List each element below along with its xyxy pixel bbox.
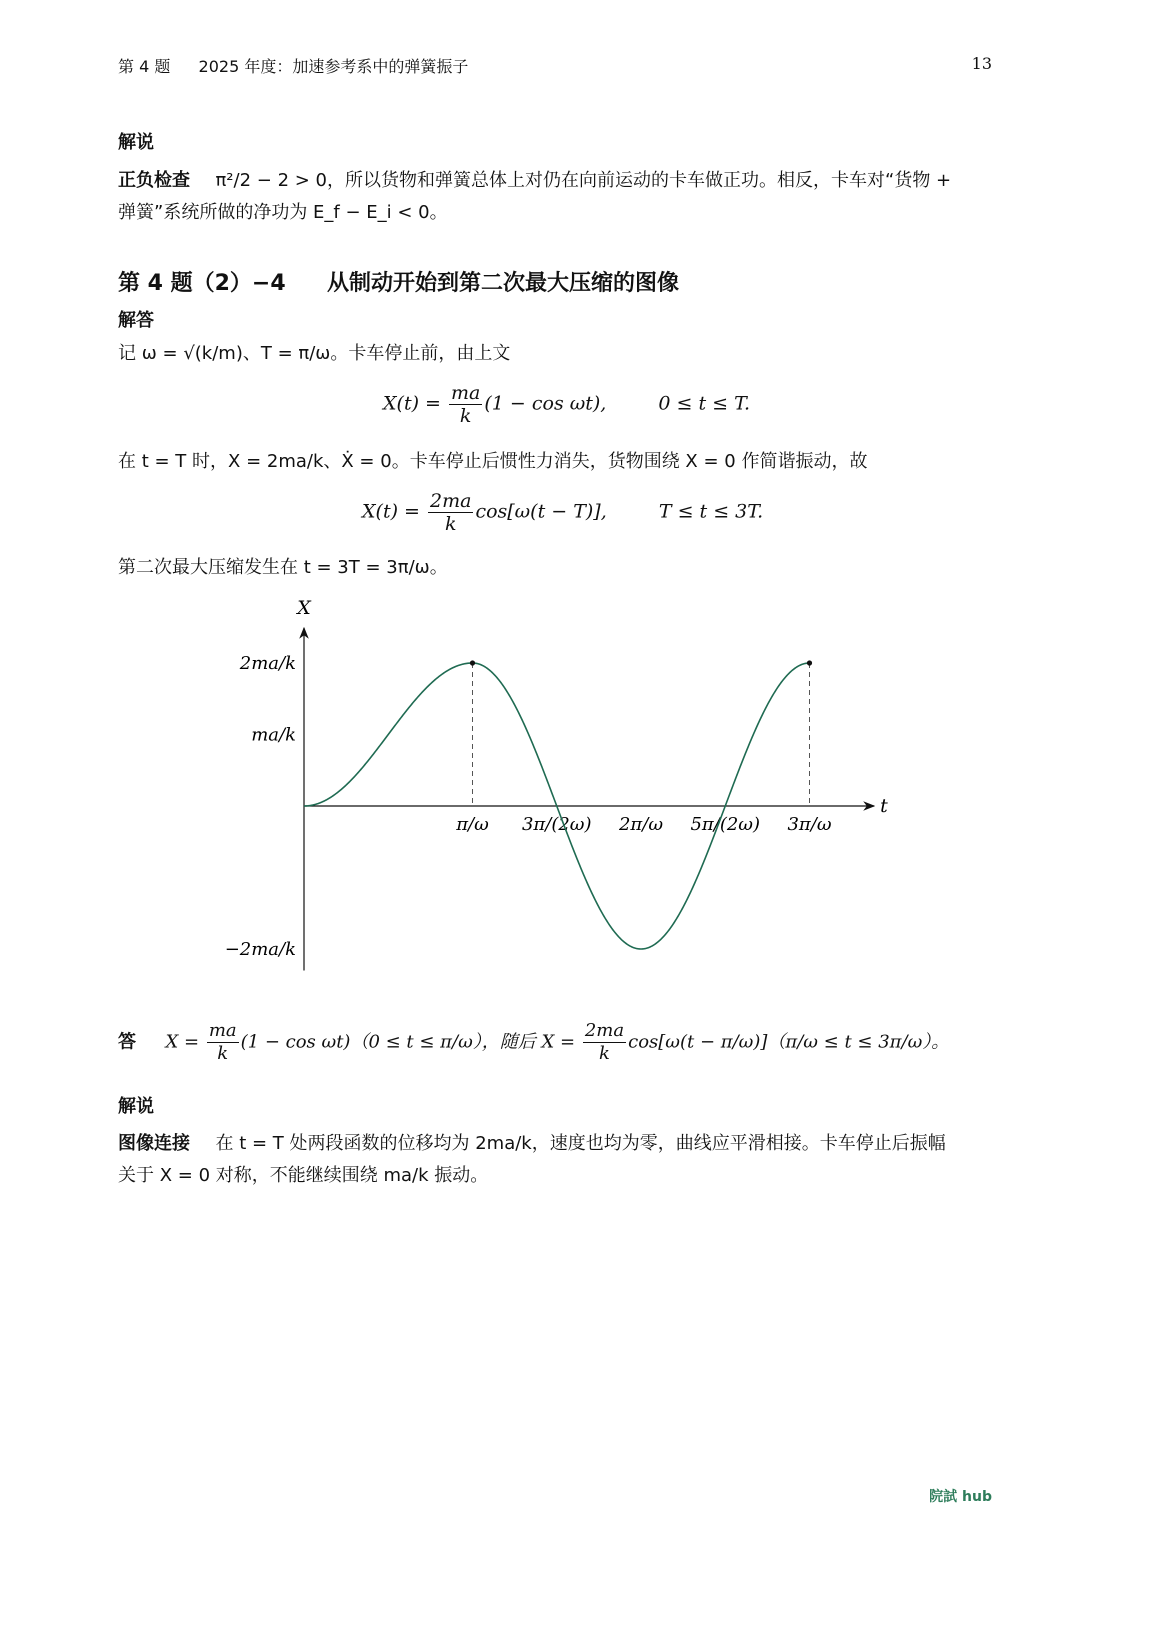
- eq2-lhs: X(t) =: [362, 500, 420, 523]
- eq1-lhs: X(t) =: [383, 392, 441, 415]
- eq1-numerator: ma: [451, 382, 481, 404]
- answer-part1-lhs: X =: [165, 1031, 200, 1053]
- answer-part1-rhs: (1 − cos ωt)（0 ≤ t ≤ π/ω），随后 X =: [240, 1031, 576, 1053]
- answer-numerator-2: 2ma: [584, 1020, 625, 1041]
- eq2-denominator: k: [444, 513, 457, 535]
- solution-conclusion: 第二次最大压缩发生在 t = 3T = 3π/ω。: [118, 557, 448, 578]
- answer-fraction-2: [583, 1020, 626, 1065]
- eq2-rhs: cos[ω(t − T)],: [475, 500, 607, 523]
- eq1-range: 0 ≤ t ≤ T.: [658, 392, 751, 415]
- x-tick-label: 2π/ω: [618, 814, 664, 835]
- marked-point-2: [807, 660, 812, 665]
- answer-line: [118, 1020, 949, 1065]
- header-problem: 第 4 题: [118, 57, 171, 76]
- eq2-range: T ≤ t ≤ 3T.: [658, 500, 764, 523]
- explanation-heading: 解说: [118, 132, 154, 153]
- answer-part2-rhs: cos[ω(t − π/ω)]（π/ω ≤ t ≤ 3π/ω）。: [628, 1031, 950, 1053]
- answer-denominator-2: k: [599, 1043, 610, 1064]
- eq1-rhs: (1 − cos ωt),: [484, 392, 607, 415]
- explanation2-line1: 在 t = T 处两段函数的位移均为 2ma/k，速度也均为零，曲线应平滑相接。卡车停止后振幅: [215, 1133, 946, 1154]
- solution-heading: 解答: [118, 310, 154, 331]
- explanation2-line2: 关于 X = 0 对称，不能继续围绕 ma/k 振动。: [118, 1165, 489, 1186]
- header-title: 2025 年度：加速参考系中的弹簧振子: [198, 57, 469, 76]
- section-number: 第 4 题（2）−4: [118, 271, 286, 296]
- answer-numerator-1: ma: [208, 1020, 237, 1041]
- y-tick-label: 2ma/k: [239, 653, 296, 674]
- explanation2-term: 图像连接: [118, 1133, 190, 1154]
- x-tick-label: 5π/(2ω): [690, 814, 761, 835]
- marked-point-1: [470, 660, 475, 665]
- x-tick-label: 3π/(2ω): [521, 814, 592, 835]
- x-axis-label: t: [880, 795, 888, 817]
- explanation2-paragraph: [118, 1128, 998, 1192]
- section-heading: 从制动开始到第二次最大压缩的图像: [327, 271, 680, 296]
- y-tick-label: −2ma/k: [224, 939, 296, 960]
- eq1-denominator: k: [459, 405, 472, 427]
- explanation2-heading: 解说: [118, 1096, 154, 1117]
- x-tick-label: π/ω: [456, 814, 489, 835]
- answer-denominator-1: k: [217, 1043, 229, 1064]
- answer-label: 答: [118, 1031, 136, 1053]
- page-number: 13: [971, 54, 992, 73]
- explanation-term: 正负检查: [118, 170, 190, 191]
- footer-logo: 院試 hub: [929, 1489, 992, 1505]
- y-axis-label: X: [297, 597, 311, 619]
- x-tick-label: 3π/ω: [787, 814, 832, 835]
- solution-mid: 在 t = T 时，X = 2ma/k、Ẋ = 0。卡车停止后惯性力消失，货物围绕 X = 0 作简谐振动，故: [118, 451, 868, 472]
- y-tick-label: ma/k: [251, 724, 296, 746]
- solution-intro: 记 ω = √(k/m)、T = π/ω。卡车停止前，由上文: [118, 343, 511, 364]
- explanation-line1: π²/2 − 2 > 0，所以货物和弹簧总体上对仍在向前运动的卡车做正功。相反，卡车对“货物 +: [215, 170, 952, 191]
- answer-fraction-1: [207, 1020, 239, 1065]
- explanation-line2: 弹簧”系统所做的净功为 E_f − E_i < 0。: [118, 202, 448, 223]
- eq2-numerator: 2ma: [430, 490, 472, 512]
